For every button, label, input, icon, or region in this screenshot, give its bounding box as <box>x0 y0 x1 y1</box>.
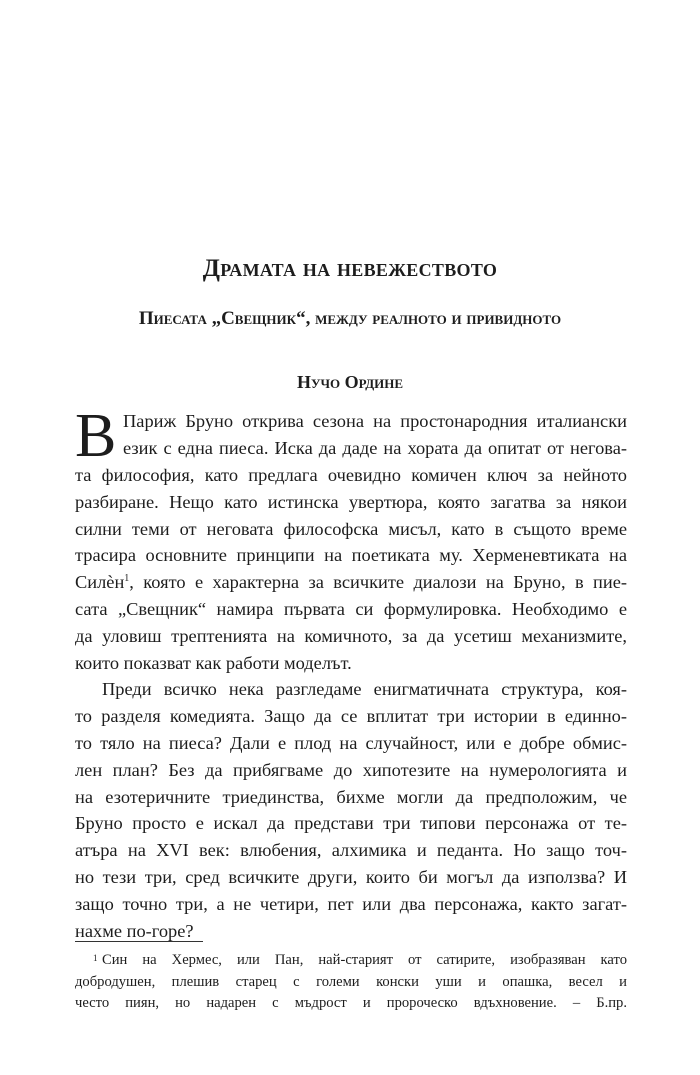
footnote-line: добродушен, плешив старец с големи конски уши и опашка, весел и <box>75 973 627 990</box>
text-line: нахме по-горе? <box>75 920 194 941</box>
text-line: атъра на XVI век: влюбения, алхимика и педанта. Но защо точ- <box>75 840 627 861</box>
text-line: на езотеричните триединства, бихме могли да предположим, че <box>75 786 627 807</box>
footnote: 1 Син на Хермес, или Пан, най-старият от сатирите, изобразяван като добродушен, плешив старец с големи конски уши и опашка, весел и често пиян, но надарен с мъдрост и пророческо вдъхновение. – Б.пр. <box>75 950 627 1015</box>
text-line: та философия, като предлага очевидно комичен ключ за нейното <box>75 465 627 485</box>
text-line: разбиране. Нещо като истинска увертюра, която загатва за някои <box>75 491 627 512</box>
text-line: лен план? Без да прибягваме до хипотезите на нумерологията и <box>75 759 627 780</box>
chapter-subtitle: Пиесата „Свещник“, между реалното и привидното <box>138 308 562 329</box>
text-line: които показват как работи моделът. <box>75 652 352 673</box>
text-line: то тяло на пиеса? Дали е плод на случайност, или е добре обмис- <box>75 732 627 753</box>
text-line: защо точно три, а не четири, пет или два персонажа, както загат- <box>75 893 627 914</box>
text-line: силни теми от неговата философска мисъл, като в същото време <box>75 518 627 539</box>
text-line: Преди всичко нека разгледаме енигматичната структура, коя- <box>102 679 627 700</box>
footnote-line: Син на Хермес, или Пан, най-старият от сатирите, изобразяван като <box>102 952 627 968</box>
footnote-line: често пиян, но надарен с мъдрост и пророческо вдъхновение. – Б.пр. <box>75 995 627 1011</box>
text-fragment: , която е характерна за всичките диалози на Бруно, в пие- <box>129 572 627 593</box>
text-fragment: Силѐн <box>75 572 125 593</box>
text-line: Париж Бруно открива сезона на простонародния италиански <box>123 411 627 431</box>
body-text <box>75 402 627 944</box>
text-line: език с една пиеса. Иска да даде на хората да опитат от негова- <box>123 437 627 458</box>
text-line: но тези три, сред всичките други, които би могъл да използва? И <box>75 866 627 887</box>
drop-cap: В <box>75 402 117 470</box>
footnote-divider <box>75 941 203 942</box>
text-line-with-reference <box>75 569 627 596</box>
text-line: трасира основните принципи на поетиката му. Херменевтиката на <box>75 545 627 566</box>
chapter-title: Драмата на невежеството <box>202 255 498 282</box>
paragraph-1-opening <box>75 402 627 470</box>
text-line: то разделя комедията. Защо да се вплитат три истории в единно- <box>75 706 627 727</box>
text-line: сата „Свещник“ намира първата си формулировка. Необходимо е <box>75 598 627 619</box>
author-name: Нучо Ордине <box>296 372 404 392</box>
text-line: Бруно просто е искал да представи три типови персонажа от те- <box>75 813 627 834</box>
footnote-reference[interactable]: 1 <box>124 573 130 585</box>
text-line: да уловиш трептенията на комичното, за да усетиш механизмите, <box>75 625 627 646</box>
